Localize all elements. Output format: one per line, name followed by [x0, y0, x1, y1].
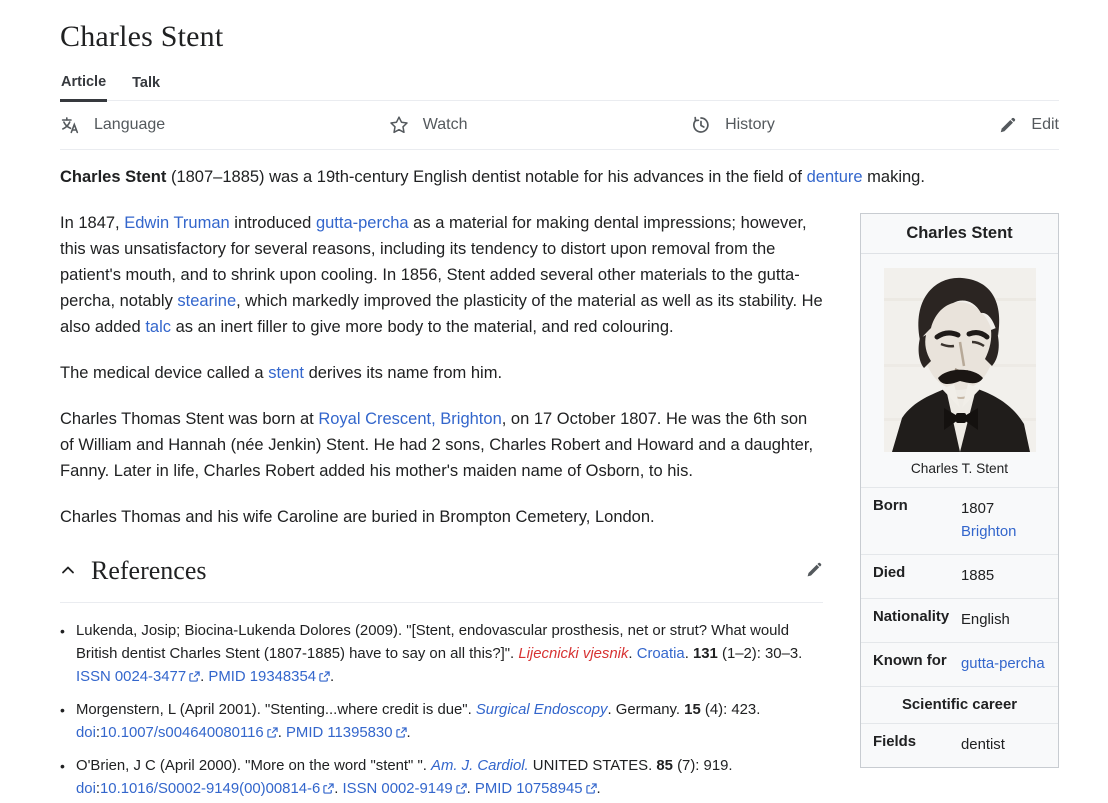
infobox-row — [861, 488, 1058, 555]
pencil-icon — [998, 116, 1017, 135]
portrait-image — [861, 254, 1058, 458]
references-section — [60, 556, 823, 801]
star-icon — [389, 115, 409, 135]
infobox-value: 1885 — [961, 568, 995, 584]
wiki-link[interactable]: gutta-percha — [315, 214, 409, 232]
wiki-link[interactable]: denture — [806, 168, 863, 186]
external-link[interactable]: PMID 11395830 — [286, 725, 407, 741]
reference-item: • Morgenstern, L (April 2001). "Stenting...where credit is due". Surgical Endoscopy. Germany. 15 (4): 423. doi:10.1007/s004640080116 . PMID 11395830 . — [60, 699, 823, 745]
infobox-label: Nationality — [873, 609, 950, 625]
journal-link[interactable]: Surgical Endoscopy — [475, 702, 608, 718]
wiki-link[interactable]: doi — [76, 781, 96, 797]
article-body — [60, 164, 1059, 801]
paragraph: The medical device called a stent derives its name from him. — [60, 364, 503, 382]
external-link-icon — [586, 783, 597, 794]
infobox-title: Charles Stent — [861, 214, 1058, 254]
infobox-label: Died — [873, 565, 906, 581]
edit-section-button[interactable] — [805, 561, 823, 582]
bold-text: Charles Stent — [60, 168, 167, 186]
history-button[interactable] — [691, 115, 775, 135]
infobox-row — [861, 599, 1058, 643]
article-toolbar — [60, 101, 1059, 150]
bold-text: 15 — [684, 702, 701, 718]
paragraph: In 1847, Edwin Truman introduced gutta-percha as a material for making dental impressions; however, this was unsatisfactory for several reasons, including its tendency to distort upon removal from the patient's mouth, and to shrink upon cooling. In 1856, Stent added several other materials to the gutta-percha, notably stearine, which markedly improved the plasticity of the material as well as its stability. He also added talc as an inert filler to give more body to the material, and red colouring. — [60, 214, 823, 336]
wiki-link[interactable]: doi — [76, 725, 96, 741]
wiki-link[interactable]: stent — [268, 364, 304, 382]
wiki-link[interactable]: Edwin Truman — [124, 214, 230, 232]
pencil-icon — [805, 561, 823, 582]
external-link[interactable]: 10.1007/s004640080116 — [100, 725, 278, 741]
language-button[interactable] — [60, 115, 165, 135]
tab-talk[interactable]: Talk — [131, 74, 161, 100]
reference-list — [60, 620, 823, 801]
wiki-link[interactable]: stearine — [177, 292, 237, 310]
wiki-link[interactable]: Royal Crescent, Brighton — [318, 410, 502, 428]
edit-button[interactable] — [998, 116, 1059, 135]
infobox-value: English — [961, 612, 1010, 628]
infobox-rows — [861, 488, 1058, 768]
watch-label: Watch — [422, 116, 468, 133]
reference-item: • O'Brien, J C (April 2000). "More on the word "stent" ". Am. J. Cardiol. UNITED STATES. 85 (7): 919. doi:10.1016/S0002-9149(00)00814-6 . ISSN 0002-9149 . PMID 10758945 . — [60, 755, 823, 801]
external-link-icon — [189, 671, 200, 682]
external-link[interactable]: PMID 19348354 — [208, 669, 330, 685]
lead-paragraph: Charles Stent (1807–1885) was a 19th-century English dentist notable for his advances in the field of denture making. — [60, 168, 925, 186]
section-divider — [60, 602, 823, 603]
namespace-tabs — [60, 74, 1059, 101]
page-title: Charles Stent — [60, 20, 224, 53]
infobox-link[interactable]: Brighton — [961, 524, 1017, 540]
infobox — [860, 213, 1059, 768]
wiki-link[interactable]: Croatia — [636, 646, 685, 662]
language-label: Language — [94, 116, 166, 133]
reference-item: • Lukenda, Josip; Biocina-Lukenda Dolores (2009). "[Stent, endovascular prosthesis, net or strut? What would British dentist Charles Stent (1807-1885) have to say on all this?]". Lijecnicki vjesnik. Croatia. 131 (1–2): 30–3. ISSN 0024-3477 . PMID 19348354 . — [60, 620, 823, 689]
red-link[interactable]: Lijecnicki vjesnik — [518, 646, 629, 662]
bold-text: 85 — [656, 758, 673, 774]
history-label: History — [725, 116, 775, 133]
external-link[interactable]: PMID 10758945 — [475, 781, 597, 797]
infobox-row — [861, 555, 1058, 599]
infobox-table — [861, 487, 1058, 767]
infobox-row — [861, 643, 1058, 687]
article-page — [0, 20, 1108, 801]
infobox-caption: Charles T. Stent — [910, 461, 1009, 476]
watch-button[interactable] — [389, 115, 468, 135]
infobox-subheader: Scientific career — [901, 697, 1018, 713]
infobox-label: Fields — [873, 734, 917, 750]
references-heading — [60, 556, 823, 586]
external-link-icon — [319, 671, 330, 682]
infobox-row — [861, 687, 1058, 724]
infobox-value: 1807 Brighton — [961, 501, 1017, 540]
edit-label: Edit — [1031, 116, 1059, 133]
external-link[interactable]: ISSN 0024-3477 — [76, 669, 200, 685]
infobox-label: Born — [873, 498, 908, 514]
paragraph: Charles Thomas and his wife Caroline are buried in Brompton Cemetery, London. — [60, 508, 655, 526]
chevron-up-icon — [60, 562, 76, 581]
bold-text: 131 — [692, 646, 718, 662]
external-link-icon — [323, 783, 334, 794]
infobox-value — [959, 643, 1058, 687]
external-link-icon — [456, 783, 467, 794]
external-link[interactable]: ISSN 0002-9149 — [343, 781, 467, 797]
external-link-icon — [267, 727, 278, 738]
infobox-label: Known for — [873, 653, 947, 669]
language-icon — [60, 115, 80, 135]
external-link[interactable]: 10.1016/S0002-9149(00)00814-6 — [100, 781, 334, 797]
paragraph: Charles Thomas Stent was born at Royal Crescent, Brighton, on 17 October 1807. He was the 6th son of William and Hannah (née Jenkin) Stent. He had 2 sons, Charles Robert and Howard and a daughter, Fanny. Later in life, Charles Robert added his mother's maiden name of Osborn, to his. — [60, 410, 814, 480]
infobox-value: dentist — [961, 737, 1005, 753]
infobox-row — [861, 724, 1058, 768]
collapse-section-button[interactable] — [60, 562, 76, 581]
references-title: References — [91, 556, 207, 585]
wiki-link[interactable]: talc — [145, 318, 172, 336]
tab-article[interactable]: Article — [60, 74, 107, 102]
infobox-link[interactable]: gutta-percha — [961, 656, 1045, 672]
journal-link[interactable]: Am. J. Cardiol. — [431, 758, 529, 774]
history-icon — [691, 115, 711, 135]
external-link-icon — [396, 727, 407, 738]
